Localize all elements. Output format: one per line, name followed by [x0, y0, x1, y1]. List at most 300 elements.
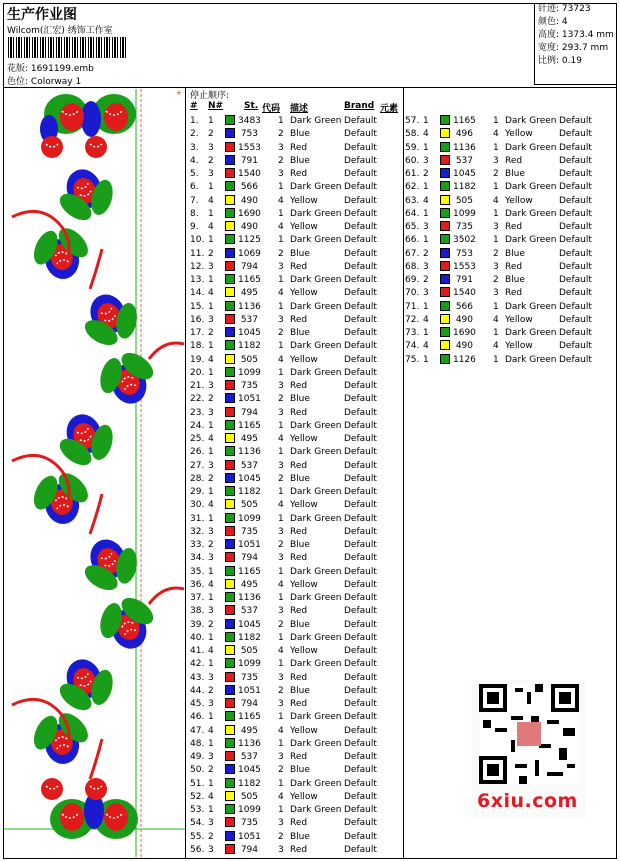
row-brand: Default	[344, 606, 377, 617]
color-swatch	[225, 486, 235, 496]
row-brand: Default	[344, 579, 377, 590]
pattern-label: 花版:	[7, 64, 29, 74]
row-needle: 4	[208, 725, 214, 736]
row-needle: 4	[208, 288, 214, 299]
row-stitches: 1051	[238, 394, 261, 405]
row-stitches: 1540	[453, 288, 476, 299]
svg-text:+: +	[176, 89, 182, 97]
row-needle: 4	[423, 314, 429, 325]
row-number: 25.	[190, 434, 205, 444]
page-title: 生产作业图	[7, 7, 77, 23]
row-desc: Yellow	[290, 791, 318, 802]
row-code: 1	[278, 593, 284, 603]
row-stitches: 1165	[238, 420, 261, 431]
row-needle: 3	[208, 672, 214, 683]
row-stitches: 1136	[453, 142, 476, 153]
color-swatch	[225, 632, 235, 642]
table-row	[190, 539, 400, 552]
col-hash: #	[190, 101, 198, 111]
row-code: 1	[278, 805, 284, 815]
row-stitches: 566	[455, 301, 473, 312]
row-stitches: 794	[240, 844, 258, 855]
table-row	[190, 234, 400, 247]
table-row	[190, 817, 400, 830]
row-stitches: 1099	[238, 659, 261, 670]
row-brand: Default	[344, 460, 377, 471]
col-brand: Brand	[344, 101, 375, 111]
row-needle: 1	[208, 738, 214, 749]
row-code: 4	[278, 354, 284, 365]
row-brand: Default	[559, 182, 592, 193]
row-number: 35.	[190, 566, 205, 577]
row-stitches: 505	[455, 195, 473, 206]
color-swatch	[225, 301, 235, 311]
row-code: 3	[278, 381, 284, 391]
row-stitches: 1099	[238, 367, 261, 378]
row-number: 67.	[405, 248, 420, 259]
row-brand: Default	[559, 235, 592, 246]
row-number: 74.	[405, 341, 420, 352]
row-number: 30.	[190, 500, 205, 511]
row-brand: Default	[344, 235, 377, 246]
row-code: 4	[278, 791, 284, 802]
row-code: 1	[278, 738, 284, 749]
row-number: 49.	[190, 752, 205, 762]
row-stitches: 1045	[238, 765, 261, 776]
row-stitches: 495	[240, 434, 258, 444]
color-swatch	[225, 844, 235, 854]
table-row	[190, 725, 400, 738]
row-desc: Dark Green	[505, 354, 557, 365]
color-swatch	[225, 248, 235, 258]
row-stitches: 3502	[453, 235, 476, 246]
row-number: 40.	[190, 632, 205, 643]
row-stitches: 1051	[238, 831, 261, 842]
row-desc: Dark Green	[290, 712, 342, 723]
row-number: 5.	[190, 169, 199, 179]
color-swatch	[225, 592, 235, 602]
row-brand: Default	[344, 752, 377, 762]
row-brand: Default	[344, 261, 377, 272]
row-code: 1	[278, 420, 284, 431]
row-stitches: 1099	[238, 805, 261, 815]
color-swatch	[225, 287, 235, 297]
row-brand: Default	[344, 155, 377, 166]
row-desc: Blue	[290, 155, 310, 166]
color-swatch	[225, 513, 235, 523]
table-row	[190, 155, 400, 168]
table-row	[190, 168, 400, 181]
table-row	[190, 181, 400, 194]
row-desc: Yellow	[290, 222, 318, 232]
row-number: 50.	[190, 765, 205, 776]
table-row	[190, 301, 400, 314]
row-desc: Blue	[290, 765, 310, 776]
row-code: 4	[278, 579, 284, 590]
color-swatch	[225, 234, 235, 244]
row-desc: Dark Green	[290, 566, 342, 577]
table-row	[190, 751, 400, 764]
row-code: 4	[493, 314, 499, 325]
site-watermark: 6xiu.com	[477, 790, 578, 812]
row-number: 48.	[190, 738, 205, 749]
row-needle: 1	[208, 208, 214, 219]
row-needle: 2	[208, 765, 214, 776]
row-stitches: 794	[240, 553, 258, 564]
row-stitches: 1182	[238, 341, 261, 352]
row-desc: Red	[290, 381, 308, 391]
row-number: 65.	[405, 222, 420, 232]
col-code: 代码	[262, 104, 281, 114]
row-brand: Default	[344, 526, 377, 537]
row-code: 1	[278, 301, 284, 312]
row-needle: 4	[423, 129, 429, 140]
table-row	[405, 115, 615, 128]
color-swatch	[225, 168, 235, 178]
color-swatch	[225, 499, 235, 509]
row-needle: 1	[208, 301, 214, 312]
row-desc: Red	[505, 288, 523, 299]
row-code: 2	[493, 169, 499, 179]
row-code: 3	[278, 460, 284, 471]
color-swatch	[225, 380, 235, 390]
row-number: 37.	[190, 593, 205, 603]
row-brand: Default	[344, 447, 377, 458]
row-stitches: 490	[240, 222, 258, 232]
row-brand: Default	[344, 712, 377, 723]
table-row	[405, 208, 615, 221]
row-desc: Red	[290, 752, 308, 762]
row-stitches: 495	[240, 725, 258, 736]
row-stitches: 1045	[453, 169, 476, 179]
row-needle: 3	[208, 526, 214, 537]
row-brand: Default	[559, 155, 592, 166]
row-needle: 1	[208, 593, 214, 603]
table-row	[190, 446, 400, 459]
row-stitches: 1051	[238, 685, 261, 696]
color-swatch	[225, 778, 235, 788]
row-number: 73.	[405, 328, 420, 338]
row-code: 1	[278, 513, 284, 524]
row-needle: 3	[208, 381, 214, 391]
row-needle: 1	[423, 328, 429, 338]
row-stitches: 505	[240, 354, 258, 365]
color-swatch	[440, 234, 450, 244]
row-stitches: 1099	[238, 513, 261, 524]
colorway-value: Colorway 1	[30, 77, 82, 87]
row-number: 27.	[190, 460, 205, 471]
row-number: 18.	[190, 341, 205, 352]
color-swatch	[225, 261, 235, 271]
row-needle: 3	[423, 222, 429, 232]
row-code: 2	[278, 394, 284, 405]
row-brand: Default	[344, 725, 377, 736]
row-needle: 2	[208, 473, 214, 484]
row-number: 52.	[190, 791, 205, 802]
color-swatch	[225, 831, 235, 841]
row-number: 17.	[190, 328, 205, 338]
row-code: 3	[278, 261, 284, 272]
table-row	[190, 460, 400, 473]
row-brand: Default	[344, 248, 377, 259]
row-number: 44.	[190, 685, 205, 696]
row-needle: 1	[423, 301, 429, 312]
row-stitches: 1553	[238, 142, 261, 153]
row-stitches: 735	[455, 222, 473, 232]
row-desc: Red	[290, 407, 308, 418]
row-stitches: 1045	[238, 619, 261, 630]
table-row	[190, 115, 400, 128]
row-needle: 1	[423, 208, 429, 219]
color-swatch	[225, 367, 235, 377]
row-stitches: 1182	[238, 632, 261, 643]
row-brand: Default	[559, 222, 592, 232]
row-needle: 3	[208, 699, 214, 709]
row-number: 55.	[190, 831, 205, 842]
row-code: 2	[278, 129, 284, 140]
row-desc: Dark Green	[290, 367, 342, 378]
color-swatch	[225, 645, 235, 655]
row-number: 9.	[190, 222, 199, 232]
row-desc: Yellow	[290, 288, 318, 299]
color-swatch	[225, 420, 235, 430]
row-stitches: 794	[240, 261, 258, 272]
color-swatch	[225, 142, 235, 152]
table-row	[190, 579, 400, 592]
row-needle: 1	[423, 182, 429, 193]
row-desc: Dark Green	[505, 301, 557, 312]
color-swatch	[225, 393, 235, 403]
table-row	[405, 314, 615, 327]
row-needle: 2	[208, 831, 214, 842]
table-row	[190, 844, 400, 857]
row-number: 33.	[190, 540, 205, 550]
row-desc: Red	[505, 222, 523, 232]
row-stitches: 537	[240, 606, 258, 617]
row-number: 64.	[405, 208, 420, 219]
row-desc: Blue	[290, 473, 310, 484]
row-brand: Default	[344, 275, 377, 285]
row-number: 72.	[405, 314, 420, 325]
row-code: 3	[278, 844, 284, 855]
table-row	[190, 711, 400, 724]
row-code: 2	[278, 619, 284, 630]
row-needle: 3	[423, 288, 429, 299]
row-brand: Default	[559, 208, 592, 219]
table-row	[190, 738, 400, 751]
stat-colors: 颜色: 4	[538, 17, 568, 27]
row-stitches: 537	[240, 314, 258, 325]
row-number: 11.	[190, 248, 205, 259]
color-swatch	[225, 327, 235, 337]
row-code: 4	[493, 341, 499, 352]
row-code: 2	[278, 765, 284, 776]
row-needle: 1	[208, 275, 214, 285]
color-swatch	[225, 619, 235, 629]
row-brand: Default	[344, 222, 377, 232]
row-stitches: 537	[455, 155, 473, 166]
row-stitches: 1136	[238, 447, 261, 458]
row-needle: 2	[208, 394, 214, 405]
row-code: 2	[278, 155, 284, 166]
table-row	[405, 261, 615, 274]
table-row	[405, 287, 615, 300]
row-desc: Red	[290, 261, 308, 272]
row-needle: 1	[208, 513, 214, 524]
row-needle: 1	[208, 182, 214, 193]
row-number: 1.	[190, 116, 199, 126]
table-row	[190, 486, 400, 499]
color-swatch	[440, 248, 450, 258]
row-number: 22.	[190, 394, 205, 405]
color-swatch	[440, 181, 450, 191]
row-desc: Dark Green	[290, 301, 342, 312]
color-swatch	[225, 764, 235, 774]
row-brand: Default	[344, 420, 377, 431]
color-swatch	[225, 221, 235, 231]
table-row	[190, 407, 400, 420]
row-brand: Default	[344, 566, 377, 577]
row-desc: Dark Green	[505, 235, 557, 246]
row-brand: Default	[344, 142, 377, 153]
row-stitches: 1051	[238, 540, 261, 550]
row-stitches: 753	[240, 129, 258, 140]
color-swatch	[225, 579, 235, 589]
row-number: 21.	[190, 381, 205, 391]
row-stitches: 505	[240, 500, 258, 511]
row-code: 1	[278, 487, 284, 497]
row-brand: Default	[559, 142, 592, 153]
color-swatch	[225, 804, 235, 814]
row-number: 46.	[190, 712, 205, 723]
row-number: 19.	[190, 354, 205, 365]
row-desc: Yellow	[290, 500, 318, 511]
row-desc: Blue	[290, 328, 310, 338]
row-brand: Default	[559, 248, 592, 259]
table-row	[190, 672, 400, 685]
row-desc: Yellow	[290, 725, 318, 736]
color-swatch	[225, 552, 235, 562]
row-brand: Default	[344, 354, 377, 365]
row-needle: 4	[208, 791, 214, 802]
row-stitches: 1165	[453, 116, 476, 126]
color-swatch	[225, 539, 235, 549]
row-code: 3	[493, 288, 499, 299]
row-needle: 2	[208, 685, 214, 696]
color-swatch	[440, 301, 450, 311]
row-brand: Default	[344, 500, 377, 511]
table-row	[190, 433, 400, 446]
row-stitches: 1136	[238, 301, 261, 312]
row-code: 1	[278, 447, 284, 458]
row-desc: Red	[290, 818, 308, 829]
row-brand: Default	[559, 288, 592, 299]
row-brand: Default	[344, 540, 377, 550]
row-number: 8.	[190, 208, 199, 219]
row-needle: 1	[208, 659, 214, 670]
row-code: 4	[278, 500, 284, 511]
row-needle: 3	[208, 606, 214, 617]
row-needle: 3	[208, 752, 214, 762]
row-brand: Default	[559, 195, 592, 206]
row-desc: Red	[505, 155, 523, 166]
row-brand: Default	[559, 341, 592, 352]
row-brand: Default	[344, 632, 377, 643]
table-row	[405, 327, 615, 340]
row-brand: Default	[344, 195, 377, 206]
row-stitches: 794	[240, 407, 258, 418]
row-needle: 4	[208, 579, 214, 590]
table-row	[190, 552, 400, 565]
row-number: 4.	[190, 155, 199, 166]
row-code: 2	[278, 328, 284, 338]
table-row	[190, 314, 400, 327]
row-stitches: 1136	[238, 738, 261, 749]
company-name: Wilcom(汇宏) 绣饰工作室	[7, 26, 113, 36]
row-desc: Yellow	[290, 195, 318, 206]
row-desc: Dark Green	[290, 341, 342, 352]
row-brand: Default	[344, 619, 377, 630]
row-stitches: 1165	[238, 275, 261, 285]
row-desc: Red	[290, 314, 308, 325]
table-row	[190, 248, 400, 261]
row-stitches: 496	[455, 129, 473, 140]
table-row	[190, 764, 400, 777]
row-code: 1	[493, 235, 499, 246]
row-desc: Red	[290, 699, 308, 709]
row-brand: Default	[344, 699, 377, 709]
row-code: 2	[278, 248, 284, 259]
row-stitches: 1136	[238, 593, 261, 603]
row-desc: Blue	[290, 685, 310, 696]
row-stitches: 490	[455, 341, 473, 352]
row-needle: 3	[208, 818, 214, 829]
row-needle: 1	[208, 805, 214, 815]
stat-scale: 比例: 0.19	[538, 56, 582, 66]
row-needle: 2	[208, 540, 214, 550]
color-swatch	[225, 658, 235, 668]
row-code: 3	[278, 526, 284, 537]
row-code: 3	[493, 261, 499, 272]
table-row	[405, 354, 615, 367]
row-code: 1	[278, 208, 284, 219]
row-number: 38.	[190, 606, 205, 617]
row-needle: 1	[208, 632, 214, 643]
row-needle: 3	[208, 169, 214, 179]
table-row	[190, 340, 400, 353]
row-brand: Default	[344, 778, 377, 789]
color-swatch	[225, 128, 235, 138]
row-code: 4	[278, 222, 284, 232]
row-needle: 3	[208, 407, 214, 418]
table-row	[405, 234, 615, 247]
table-row	[190, 195, 400, 208]
row-brand: Default	[344, 831, 377, 842]
row-needle: 4	[208, 434, 214, 444]
row-brand: Default	[559, 301, 592, 312]
table-row	[190, 327, 400, 340]
row-needle: 1	[208, 712, 214, 723]
table-row	[190, 499, 400, 512]
color-swatch	[440, 142, 450, 152]
row-needle: 3	[208, 844, 214, 855]
table-row	[190, 658, 400, 671]
color-swatch	[225, 314, 235, 324]
table-row	[190, 526, 400, 539]
row-needle: 1	[208, 420, 214, 431]
row-desc: Red	[505, 261, 523, 272]
row-needle: 2	[208, 155, 214, 166]
